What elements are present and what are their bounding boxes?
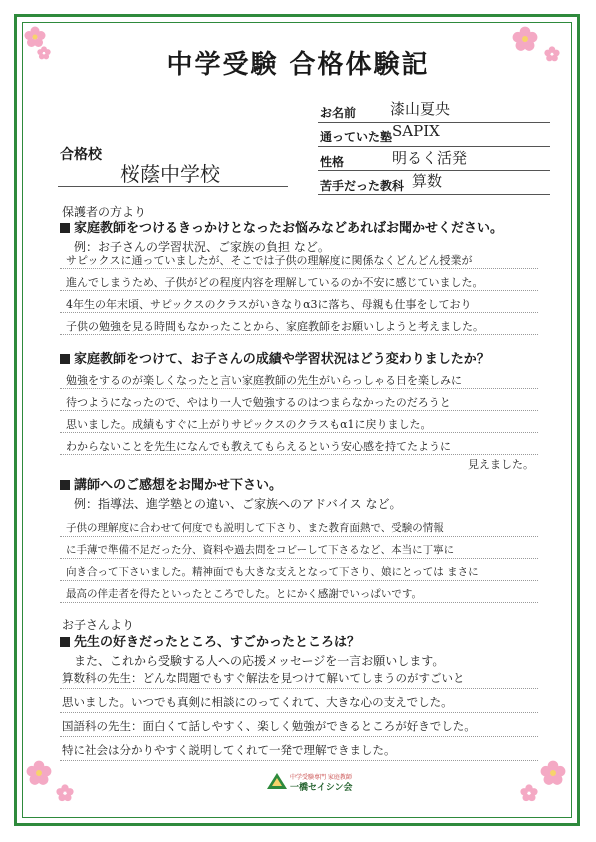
- page-title: 中学受験 合格体験記: [166, 50, 430, 80]
- answer-line: 思いました。成績もすぐに上がりサピックスのクラスもα1に戻りました。: [66, 418, 432, 431]
- answer-line: 進んでしまうため、子供がどの程度内容を理解しているのか不安に感じていました。: [66, 276, 484, 289]
- answer-line: 勉強をするのが楽しくなったと言い家庭教師の先生がいらっしゃる日を楽しみに: [66, 374, 462, 387]
- logo-icon: [266, 772, 288, 790]
- answer-line: 国語科の先生：面白くて話しやすく、楽しく勉強ができるところが好きでした。: [62, 719, 476, 733]
- question-1-title: 家庭教師をつけるきっかけとなったお悩みなどあればお聞かせください。: [74, 221, 504, 236]
- question-4-example: また、これから受験する人への応援メッセージを一言お願いします。: [74, 654, 445, 668]
- passed-school-value: 桜蔭中学校: [120, 162, 220, 186]
- flower-icon: [540, 760, 566, 786]
- answer-line: サピックスに通っていましたが、そこでは子供の理解度に関係なくどんどん授業が: [66, 254, 473, 267]
- answer-line: 子供の理解度に合わせて何度でも説明して下さり、また教育面熱で、受験の情報: [66, 522, 444, 534]
- name-label: お名前: [320, 106, 357, 120]
- answer-line: 待つようになったので、やはり一人で勉強するのはつまらなかったのだろうと: [66, 396, 451, 409]
- answer-line: 見えました。: [468, 458, 534, 471]
- personality-value: 明るく活発: [392, 149, 468, 167]
- question-4: [60, 631, 540, 669]
- answer-line: 子供の勉強を見る時間もなかったことから、家庭教師をお願いしようと考えました。: [66, 320, 484, 333]
- divider: [318, 194, 550, 195]
- passed-school-label: 合格校: [60, 147, 102, 163]
- question-2-title: 家庭教師をつけて、お子さんの成績や学習状況はどう変わりましたか？: [74, 352, 490, 367]
- weak-subject-label: 苦手だった教科: [320, 179, 405, 193]
- personality-label: 性格: [320, 155, 345, 169]
- school-value: SAPIX: [392, 122, 440, 140]
- question-1-example: 例：お子さんの学習状況、ご家族の負担 など。: [74, 240, 330, 254]
- answer-line: に手薄で準備不足だった分、資料や過去問をコピーして下さるなど、本当に丁寧に: [66, 544, 455, 556]
- question-4-title: 先生の好きだったところ、すごかったところは？: [74, 635, 361, 650]
- answer-line: 4年生の年末頃、サピックスのクラスがいきなりα3に落ち、母親も仕事をしており: [66, 298, 472, 311]
- question-3: [60, 474, 540, 512]
- weak-subject-value: 算数: [412, 172, 443, 190]
- divider: [58, 186, 288, 187]
- answer-line: 向き合って下さいました。精神面でも大きな支えとなって下さり、娘にとっては まさに: [66, 566, 479, 578]
- flower-icon: [26, 760, 52, 786]
- footer-brand: 一橋セイシン会: [290, 783, 353, 793]
- question-3-example: 例：指導法、進学塾との違い、ご家族へのアドバイス など。: [74, 497, 402, 511]
- question-1: [60, 217, 540, 255]
- answer-line: 算数科の先生：どんな問題でもすぐ解法を見つけて解いてしまうのがすごいと: [62, 671, 465, 685]
- flower-icon: [520, 784, 538, 802]
- answer-line: 最高の伴走者を得たといったところでした。とにかく感謝でいっぱいです。: [66, 588, 423, 600]
- school-label: 通っていた塾: [320, 130, 393, 144]
- question-2: [60, 348, 540, 367]
- flower-icon: [56, 784, 74, 802]
- child-heading: お子さんより: [62, 618, 135, 632]
- answer-line: わからないことを先生になんでも教えてもらえるという安心感を持てたように: [66, 440, 451, 453]
- question-3-title: 講師へのご感想をお聞かせ下さい。: [74, 478, 283, 493]
- name-value: 漆山夏央: [390, 100, 451, 118]
- footer-tagline: 中学受験専門 家庭教師: [290, 774, 352, 781]
- answer-line: 思いました。いつでも真剣に相談にのってくれて、大きな心の支えでした。: [62, 695, 453, 709]
- guardian-heading: 保護者の方より: [62, 205, 147, 219]
- answer-line: 特に社会は分かりやすく説明してくれて一発で理解できました。: [62, 743, 396, 757]
